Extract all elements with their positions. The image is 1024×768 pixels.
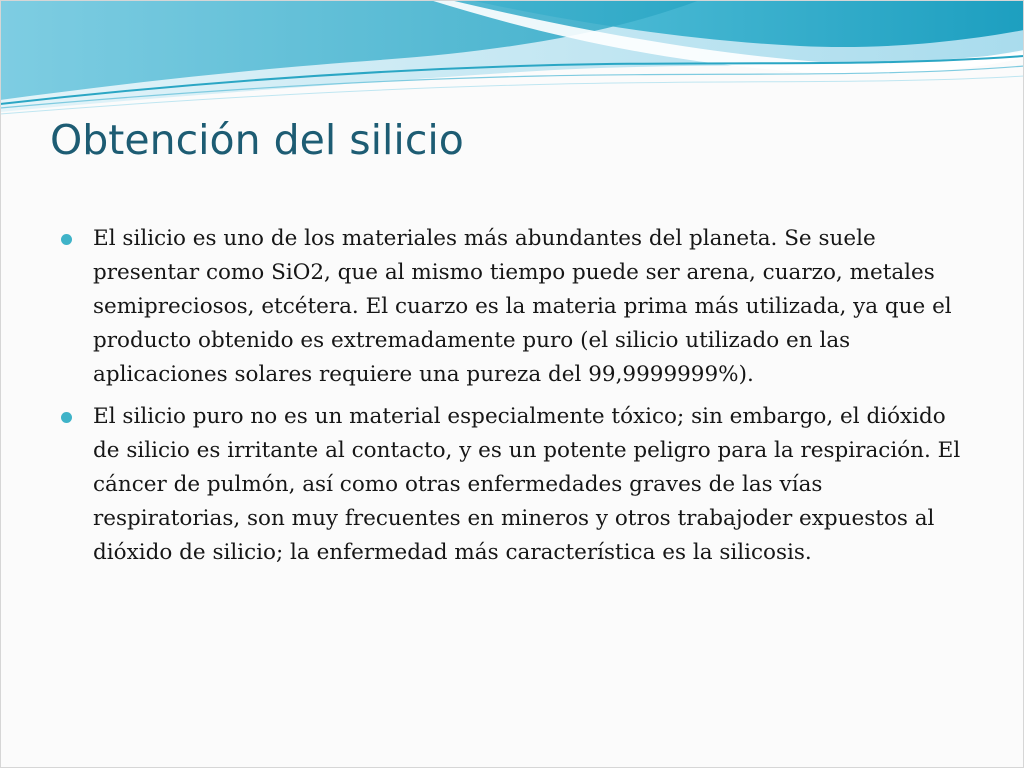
bullet-text: El silicio es uno de los materiales más abundantes del planeta. Se suele presentar como SiO2, que al mismo tiempo puede ser arena, cuarzo, metales semipreciosos, etcétera. El cuarzo es la materia prima más utilizada, ya que el producto obtenido es extremadamente puro (el silicio utilizado en las aplicaciones solares requiere una pureza del 99,9999999%). (93, 226, 952, 387)
slide-title: Obtención del silicio (50, 116, 464, 164)
bullet-item (55, 222, 975, 392)
bullet-icon (61, 234, 72, 245)
bullet-text: El silicio puro no es un material especialmente tóxico; sin embargo, el dióxido de silicio es irritante al contacto, y es un potente peligro para la respiración. El cáncer de pulmón, así como otras enfermedades graves de las vías respiratorias, son muy frecuentes en mineros y otros trabajoder expuestos al dióxido de silicio; la enfermedad más característica es la silicosis. (93, 404, 961, 565)
bullet-list (55, 222, 975, 570)
wave-header-decoration (0, 0, 1024, 120)
bullet-icon (61, 412, 72, 423)
bullet-item (55, 400, 975, 570)
